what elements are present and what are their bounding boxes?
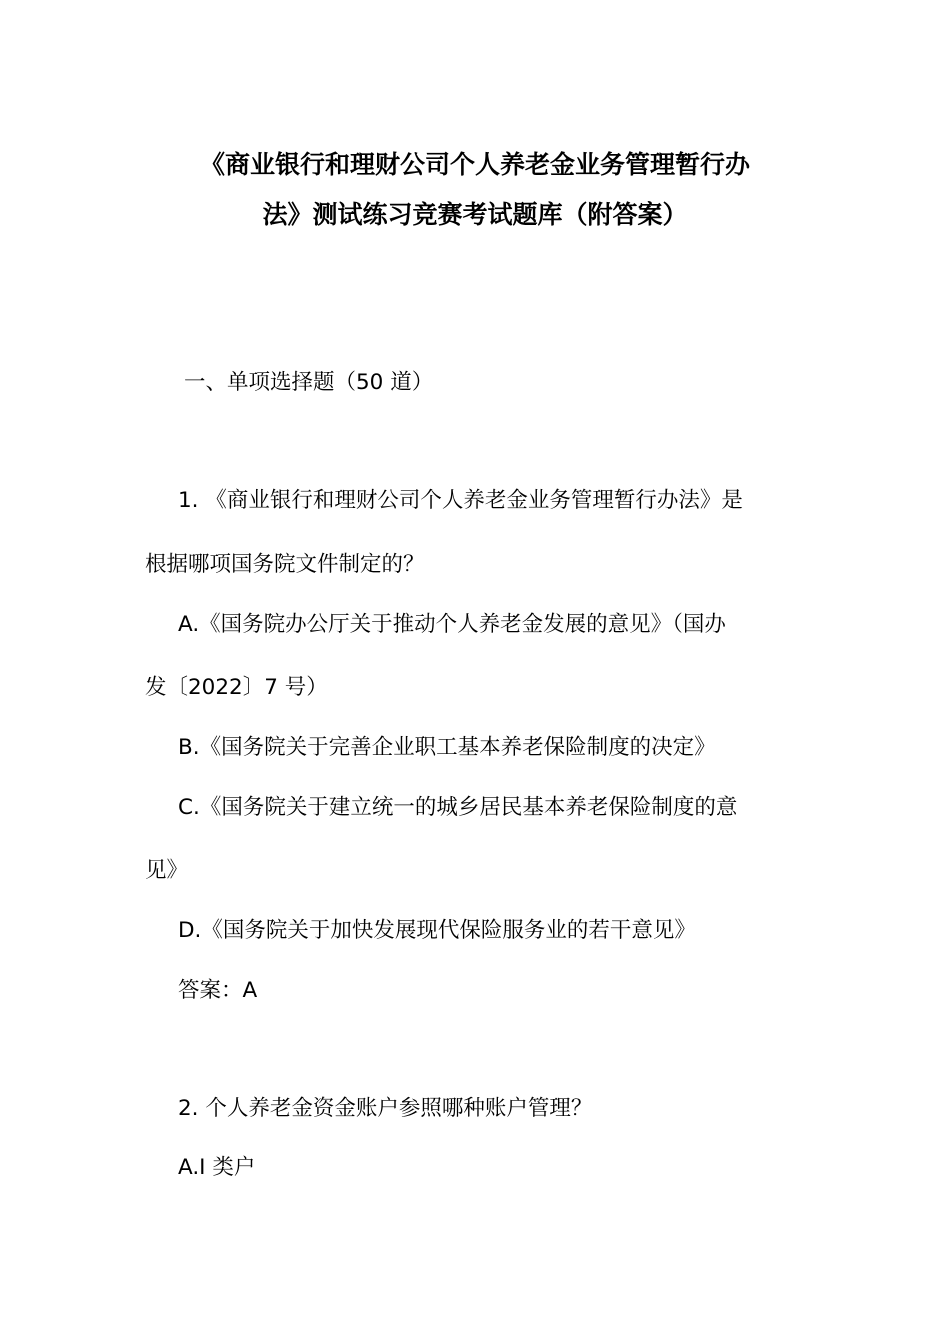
question-1-option-c-line-1: C.《国务院关于建立统一的城乡居民基本养老保险制度的意: [178, 795, 738, 820]
document-title: [140, 140, 810, 240]
question-1-answer: 答案：A: [178, 978, 258, 1003]
question-2-option-a: A.I 类户: [178, 1155, 256, 1180]
question-1-option-b: B.《国务院关于完善企业职工基本养老保险制度的决定》: [178, 735, 716, 760]
question-1-option-a-line-2: 发〔2022〕7 号）: [145, 675, 328, 700]
question-2-stem-line-1: 2. 个人养老金资金账户参照哪种账户管理？: [178, 1096, 593, 1121]
document-title-line-2: 法》测试练习竞赛考试题库（附答案）: [262, 200, 688, 229]
question-1-stem-line-1: 1. 《商业银行和理财公司个人养老金业务管理暂行办法》是: [178, 488, 743, 513]
question-1-option-a-line-1: A.《国务院办公厅关于推动个人养老金发展的意见》（国办: [178, 612, 726, 637]
question-1-option-d: D.《国务院关于加快发展现代保险服务业的若干意见》: [178, 918, 696, 943]
document-title-line-1: 《商业银行和理财公司个人养老金业务管理暂行办: [199, 150, 750, 179]
question-1-option-c-line-2: 见》: [145, 858, 189, 883]
question-1-stem-line-2: 根据哪项国务院文件制定的？: [145, 552, 425, 577]
section-heading: 一、单项选择题（50 道）: [184, 370, 434, 395]
